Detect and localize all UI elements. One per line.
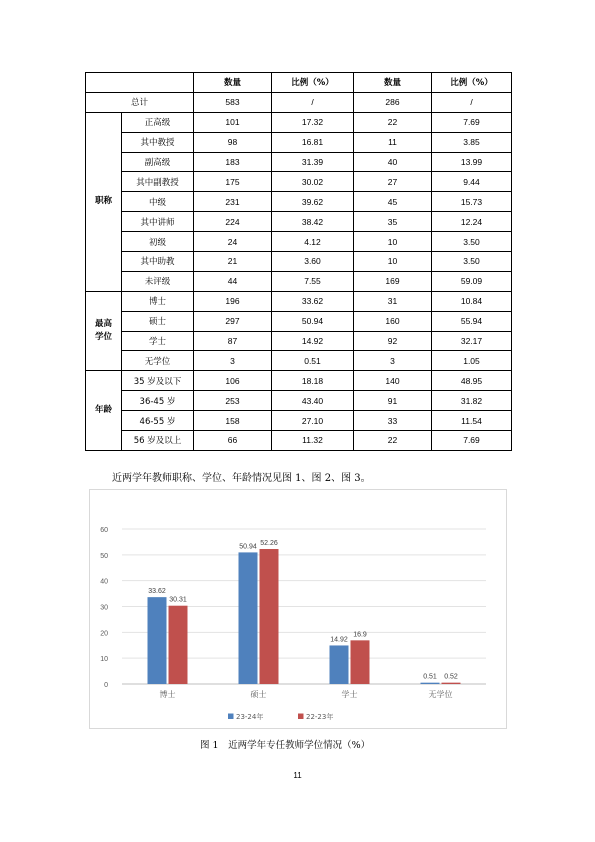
- data-label: 50.94: [239, 543, 257, 551]
- degree-bar-chart-svg: [90, 490, 508, 730]
- table-cell: 32.17: [432, 331, 512, 351]
- table-cell: 231: [194, 192, 272, 212]
- table-cell: 7.69: [432, 431, 512, 451]
- total-cell: 286: [354, 92, 432, 112]
- table-cell: 87: [194, 331, 272, 351]
- row-label: 其中讲师: [122, 212, 194, 232]
- y-tick-label: 0: [104, 682, 108, 689]
- table-cell: 59.09: [432, 271, 512, 291]
- bar-series1: [330, 645, 349, 684]
- table-cell: 11: [354, 132, 432, 152]
- table-cell: 101: [194, 112, 272, 132]
- bar-series2: [169, 606, 188, 684]
- table-cell: 10: [354, 232, 432, 252]
- total-row: [86, 92, 512, 112]
- table-cell: 45: [354, 192, 432, 212]
- row-label: 正高级: [122, 112, 194, 132]
- data-label: 16.9: [353, 631, 367, 639]
- table-cell: 224: [194, 212, 272, 232]
- table-row: [86, 271, 512, 291]
- table-cell: 15.73: [432, 192, 512, 212]
- table-cell: 3.50: [432, 252, 512, 272]
- y-tick-label: 30: [100, 604, 108, 612]
- table-cell: 33: [354, 411, 432, 431]
- table-cell: 24: [194, 232, 272, 252]
- table-cell: 3.50: [432, 232, 512, 252]
- teacher-stats-table: [85, 72, 512, 451]
- row-label: 其中助教: [122, 252, 194, 272]
- table-cell: 22: [354, 112, 432, 132]
- table-cell: 3: [354, 351, 432, 371]
- table-row: [86, 232, 512, 252]
- table-cell: 91: [354, 391, 432, 411]
- table-cell: 12.24: [432, 212, 512, 232]
- table-cell: 92: [354, 331, 432, 351]
- row-label: 学士: [122, 331, 194, 351]
- bar-series2: [260, 549, 279, 684]
- header-cell: 数量: [354, 73, 432, 93]
- table-cell: 175: [194, 172, 272, 192]
- total-cell: /: [432, 92, 512, 112]
- table-cell: 55.94: [432, 311, 512, 331]
- table-cell: 106: [194, 371, 272, 391]
- row-label: 无学位: [122, 351, 194, 371]
- total-cell: /: [272, 92, 354, 112]
- table-row: [86, 391, 512, 411]
- table-row: [86, 371, 512, 391]
- table-cell: 158: [194, 411, 272, 431]
- group-label-cell: [86, 112, 122, 291]
- table-cell: 253: [194, 391, 272, 411]
- table-cell: 33.62: [272, 291, 354, 311]
- page-number: 11: [293, 771, 302, 780]
- bar-series1: [239, 552, 258, 684]
- header-cell: 数量: [194, 73, 272, 93]
- y-tick-label: 20: [100, 630, 108, 638]
- group-label: 最高学位: [94, 319, 112, 343]
- table-cell: 40: [354, 152, 432, 172]
- data-label: 0.51: [423, 673, 437, 681]
- table-cell: 4.12: [272, 232, 354, 252]
- legend-swatch: [228, 714, 234, 720]
- table-row: [86, 252, 512, 272]
- table-cell: 0.51: [272, 351, 354, 371]
- table-cell: 21: [194, 252, 272, 272]
- row-label: 中级: [122, 192, 194, 212]
- table-cell: 98: [194, 132, 272, 152]
- table-cell: 11.32: [272, 431, 354, 451]
- table-row: [86, 112, 512, 132]
- table-cell: 183: [194, 152, 272, 172]
- total-cell: 583: [194, 92, 272, 112]
- table-cell: 7.69: [432, 112, 512, 132]
- table-cell: 39.62: [272, 192, 354, 212]
- table-cell: 31: [354, 291, 432, 311]
- bar-series1: [148, 597, 167, 684]
- legend-swatch: [298, 714, 304, 720]
- x-category-label: 无学位: [428, 690, 453, 699]
- row-label: 其中教授: [122, 132, 194, 152]
- table-row: [86, 311, 512, 331]
- table-cell: 31.82: [432, 391, 512, 411]
- header-cell: 比例（%）: [272, 73, 354, 93]
- table-row: [86, 291, 512, 311]
- table-cell: 13.99: [432, 152, 512, 172]
- table-cell: 66: [194, 431, 272, 451]
- group-label-cell: [86, 371, 122, 451]
- y-tick-label: 50: [100, 552, 108, 560]
- row-label: 46-55 岁: [122, 411, 194, 431]
- table-cell: 7.55: [272, 271, 354, 291]
- table-row: [86, 411, 512, 431]
- table-cell: 31.39: [272, 152, 354, 172]
- data-label: 14.92: [330, 636, 348, 644]
- row-label: 未评级: [122, 271, 194, 291]
- table-cell: 140: [354, 371, 432, 391]
- table-cell: 43.40: [272, 391, 354, 411]
- total-label: 总计: [86, 92, 194, 112]
- table-cell: 297: [194, 311, 272, 331]
- table-cell: 44: [194, 271, 272, 291]
- table-cell: 3.85: [432, 132, 512, 152]
- data-label: 30.31: [169, 596, 187, 604]
- table-cell: 50.94: [272, 311, 354, 331]
- table-cell: 27.10: [272, 411, 354, 431]
- bar-series1: [421, 683, 440, 684]
- table-cell: 27: [354, 172, 432, 192]
- table-row: [86, 351, 512, 371]
- row-label: 硕士: [122, 311, 194, 331]
- table-cell: 196: [194, 291, 272, 311]
- table-cell: 1.05: [432, 351, 512, 371]
- table-cell: 9.44: [432, 172, 512, 192]
- group-label-cell: [86, 291, 122, 371]
- header-cell: 比例（%）: [432, 73, 512, 93]
- table-row: [86, 192, 512, 212]
- table-row: [86, 431, 512, 451]
- y-tick-label: 40: [100, 578, 108, 586]
- data-label: 33.62: [148, 588, 166, 596]
- table-cell: 17.32: [272, 112, 354, 132]
- table-cell: 14.92: [272, 331, 354, 351]
- group-label: 年龄: [94, 405, 112, 416]
- table-cell: 38.42: [272, 212, 354, 232]
- table-row: [86, 132, 512, 152]
- data-label: 0.52: [444, 673, 458, 681]
- legend-label: 22-23年: [306, 713, 334, 721]
- table-cell: 48.95: [432, 371, 512, 391]
- legend-label: 23-24年: [236, 713, 264, 721]
- table-cell: 10.84: [432, 291, 512, 311]
- table-header-row: [86, 73, 512, 93]
- table-cell: 16.81: [272, 132, 354, 152]
- table-cell: 3: [194, 351, 272, 371]
- group-label: 职称: [94, 196, 112, 207]
- figure-caption: 图 1 近两学年专任教师学位情况（%）: [200, 740, 371, 751]
- table-row: [86, 152, 512, 172]
- x-category-label: 博士: [159, 690, 176, 699]
- row-label: 35 岁及以下: [122, 371, 194, 391]
- body-paragraph: 近两学年教师职称、学位、年龄情况见图 1、图 2、图 3。: [112, 473, 371, 484]
- table-cell: 169: [354, 271, 432, 291]
- x-category-label: 学士: [341, 690, 358, 699]
- row-label: 36-45 岁: [122, 391, 194, 411]
- table-cell: 30.02: [272, 172, 354, 192]
- y-tick-label: 10: [100, 656, 108, 664]
- table-cell: 22: [354, 431, 432, 451]
- table-row: [86, 172, 512, 192]
- data-label: 52.26: [260, 539, 278, 547]
- bar-series2: [442, 683, 461, 684]
- table-cell: 11.54: [432, 411, 512, 431]
- row-label: 56 岁及以上: [122, 431, 194, 451]
- row-label: 其中副教授: [122, 172, 194, 192]
- bar-series2: [351, 640, 370, 684]
- table-cell: 3.60: [272, 252, 354, 272]
- row-label: 副高级: [122, 152, 194, 172]
- table-cell: 35: [354, 212, 432, 232]
- table-row: [86, 212, 512, 232]
- x-category-label: 硕士: [250, 690, 267, 699]
- y-tick-label: 60: [100, 527, 108, 534]
- row-label: 博士: [122, 291, 194, 311]
- header-blank-cell: [86, 73, 194, 93]
- degree-chart: [89, 489, 507, 729]
- table-cell: 10: [354, 252, 432, 272]
- row-label: 初级: [122, 232, 194, 252]
- table-cell: 160: [354, 311, 432, 331]
- table-cell: 18.18: [272, 371, 354, 391]
- table-row: [86, 331, 512, 351]
